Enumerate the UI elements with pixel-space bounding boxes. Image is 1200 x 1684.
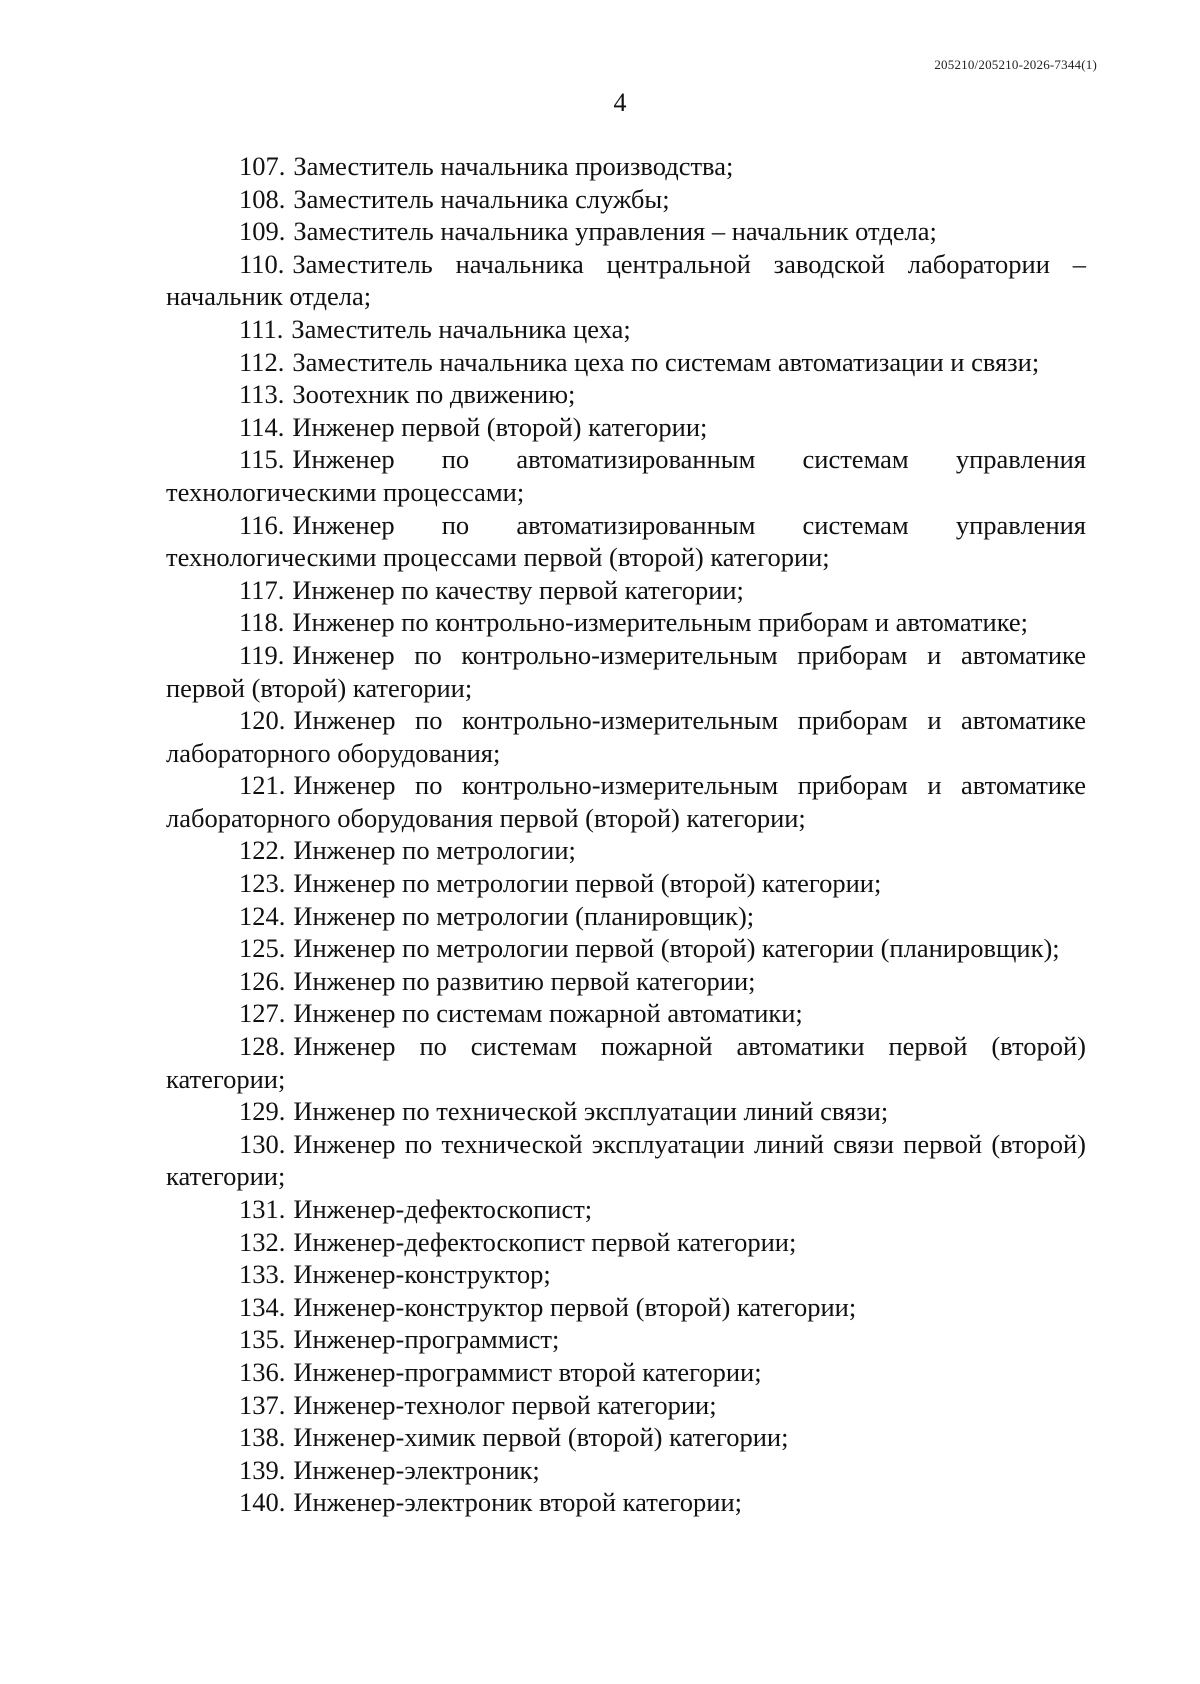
list-item (166, 834, 1086, 867)
item-text: Инженер по развитию первой категории; (293, 965, 756, 996)
item-text: Инженер-программист; (293, 1324, 560, 1355)
item-text: Инженер по системам пожарной автоматики; (293, 998, 803, 1029)
item-number: 120. (239, 705, 286, 736)
item-number: 109. (239, 216, 286, 247)
item-number: 126. (239, 965, 286, 996)
item-text: Инженер по технической эксплуатации линий связи; (293, 1096, 889, 1127)
list-item (166, 378, 1086, 411)
list-item (166, 509, 1086, 574)
list-item (166, 1095, 1086, 1128)
list-item (166, 248, 1086, 313)
list-item (166, 346, 1086, 379)
item-number: 124. (239, 900, 286, 931)
item-text: Заместитель начальника центральной заводской лаборатории – начальник отдела; (166, 248, 1086, 312)
item-text: Инженер-химик первой (второй) категории; (293, 1422, 789, 1453)
item-text: Инженер по метрологии первой (второй) категории (планировщик); (293, 933, 1060, 964)
item-number: 136. (239, 1356, 286, 1387)
item-text: Инженер по метрологии (планировщик); (293, 900, 755, 931)
item-text: Инженер-конструктор; (293, 1259, 551, 1290)
list-item (166, 1128, 1086, 1193)
list-item (166, 1030, 1086, 1095)
item-text: Инженер-дефектоскопист первой категории; (293, 1226, 797, 1257)
item-number: 125. (239, 933, 286, 964)
item-number: 133. (239, 1259, 286, 1290)
item-number: 135. (239, 1324, 286, 1355)
item-number: 111. (239, 313, 284, 344)
item-text: Инженер по автоматизированным системам управления технологическими процессами первой (второй) категории; (166, 509, 1086, 573)
position-list (166, 150, 1086, 1519)
list-item (166, 965, 1086, 998)
item-number: 139. (239, 1454, 286, 1485)
list-item (166, 1421, 1086, 1454)
item-text: Инженер-конструктор первой (второй) категории; (293, 1291, 857, 1322)
item-text: Инженер-дефектоскопист; (293, 1194, 593, 1224)
item-number: 134. (239, 1291, 286, 1322)
list-item (166, 1389, 1086, 1422)
item-text: Инженер-электроник; (293, 1454, 540, 1485)
item-number: 117. (239, 574, 285, 605)
list-item (166, 867, 1086, 900)
list-item (166, 183, 1086, 216)
list-item (166, 769, 1086, 834)
list-item (166, 704, 1086, 769)
item-number: 122. (239, 835, 286, 866)
item-number: 121. (239, 770, 286, 801)
item-text: Инженер по контрольно-измерительным приборам и автоматике лабораторного оборудования; (166, 705, 1086, 768)
list-item (166, 1323, 1086, 1356)
item-text: Заместитель начальника управления – начальник отдела; (293, 216, 937, 247)
list-item (166, 215, 1086, 248)
item-text: Инженер по качеству первой категории; (292, 574, 744, 605)
item-number: 107. (239, 151, 286, 181)
item-text: Инженер по метрологии первой (второй) категории; (293, 868, 882, 899)
item-number: 132. (239, 1226, 286, 1257)
list-item (166, 1226, 1086, 1259)
item-number: 115. (239, 444, 285, 475)
item-number: 128. (239, 1031, 286, 1062)
item-text: Зоотехник по движению; (292, 379, 576, 410)
item-number: 130. (239, 1128, 286, 1159)
item-text: Инженер первой (второй) категории; (292, 411, 708, 442)
list-item (166, 1258, 1086, 1291)
item-text: Инженер-электроник второй категории; (293, 1487, 743, 1518)
item-number: 110. (239, 248, 285, 279)
item-text: Инженер по системам пожарной автоматики первой (второй) категории; (166, 1031, 1086, 1094)
page-number: 4 (613, 88, 627, 117)
item-number: 116. (239, 509, 285, 540)
item-number: 114. (239, 411, 285, 442)
item-number: 108. (239, 183, 286, 214)
list-item (166, 900, 1086, 933)
list-item (166, 1454, 1086, 1487)
item-number: 119. (239, 639, 285, 670)
list-item (166, 443, 1086, 508)
item-number: 140. (239, 1487, 286, 1518)
list-item (166, 932, 1086, 965)
list-item (166, 997, 1086, 1030)
item-text: Инженер по контрольно-измерительным приборам и автоматике лабораторного оборудования первой (второй) категории; (166, 770, 1086, 833)
list-item (166, 411, 1086, 444)
list-item (166, 1356, 1086, 1389)
list-item (166, 1291, 1086, 1324)
item-number: 137. (239, 1389, 286, 1420)
item-text: Заместитель начальника цеха; (291, 313, 631, 344)
list-item (166, 606, 1086, 639)
item-text: Инженер по автоматизированным системам управления технологическими процессами; (166, 444, 1086, 507)
item-number: 127. (239, 998, 286, 1029)
item-number: 118. (239, 607, 285, 638)
list-item (166, 1486, 1086, 1519)
item-number: 138. (239, 1422, 286, 1453)
item-text: Инженер-технолог первой категории; (293, 1389, 717, 1420)
list-item (166, 574, 1086, 607)
item-text: Заместитель начальника цеха по системам автоматизации и связи; (292, 346, 1040, 377)
item-text: Инженер по метрологии; (293, 835, 576, 866)
item-text: Инженер-программист второй категории; (293, 1356, 762, 1387)
list-item (166, 313, 1086, 346)
document-id: 205210/205210-2026-7344(1) (934, 57, 1097, 72)
item-number: 129. (239, 1096, 286, 1127)
item-text: Инженер по технической эксплуатации линий связи первой (второй) категории; (166, 1128, 1086, 1192)
list-item (166, 150, 1086, 183)
item-number: 113. (239, 379, 285, 410)
item-text: Заместитель начальника производства; (293, 151, 734, 181)
item-text: Заместитель начальника службы; (293, 183, 670, 214)
item-text: Инженер по контрольно-измерительным приборам и автоматике первой (второй) категории; (166, 639, 1086, 703)
list-item (166, 639, 1086, 704)
list-item (166, 1193, 1086, 1226)
item-number: 131. (239, 1194, 286, 1224)
item-number: 123. (239, 868, 286, 899)
item-text: Инженер по контрольно-измерительным приборам и автоматике; (292, 607, 1029, 638)
item-number: 112. (239, 346, 285, 377)
